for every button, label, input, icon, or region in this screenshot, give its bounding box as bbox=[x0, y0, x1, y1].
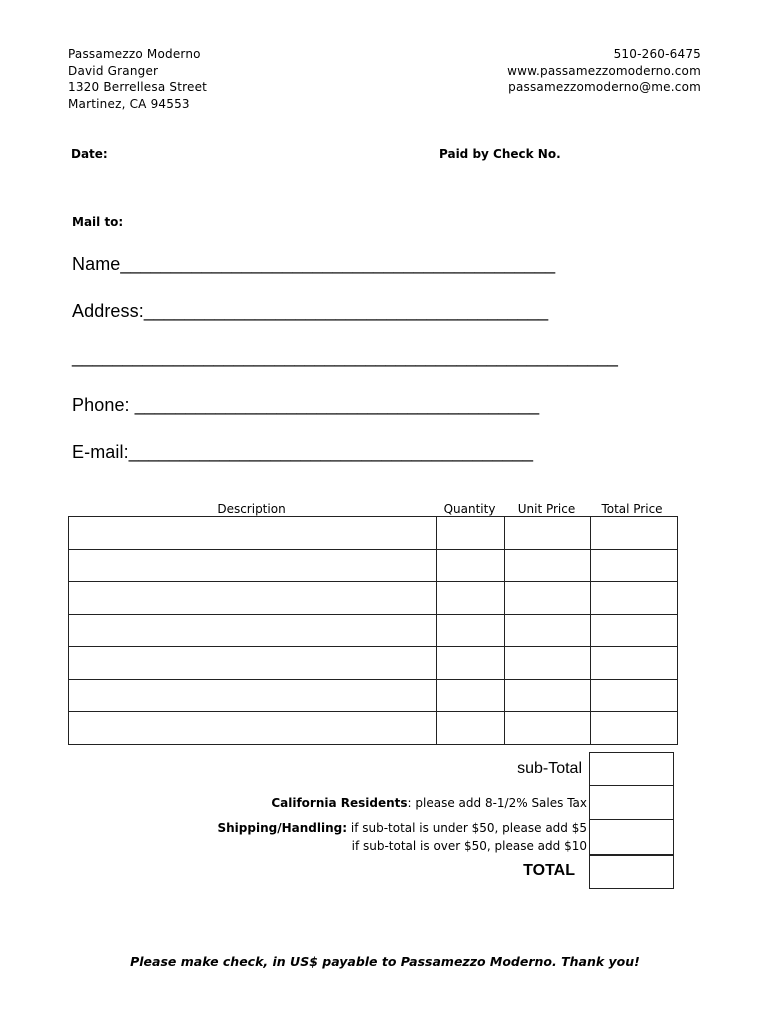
total-price-cell[interactable] bbox=[591, 517, 678, 550]
address-field-line2[interactable]: ______________________________________________________ bbox=[72, 347, 618, 367]
seller-contact: David Granger bbox=[68, 63, 159, 78]
quantity-cell[interactable] bbox=[437, 582, 505, 615]
subtotal-box[interactable] bbox=[589, 752, 674, 786]
table-row bbox=[69, 712, 678, 745]
quantity-cell[interactable] bbox=[437, 517, 505, 550]
unit-price-cell[interactable] bbox=[505, 549, 591, 582]
phone-field[interactable]: Phone: ________________________________________ bbox=[72, 395, 540, 415]
shipping-note-text1: if sub-total is under $50, please add $5 bbox=[347, 821, 587, 835]
table-row bbox=[69, 679, 678, 712]
total-price-cell[interactable] bbox=[591, 647, 678, 680]
unit-price-cell[interactable] bbox=[505, 679, 591, 712]
table-row bbox=[69, 549, 678, 582]
shipping-note-line2: if sub-total is over $50, please add $10 bbox=[351, 839, 587, 853]
total-price-cell[interactable] bbox=[591, 712, 678, 745]
seller-address-block bbox=[68, 46, 207, 112]
table-row bbox=[69, 517, 678, 550]
description-cell[interactable] bbox=[69, 647, 437, 680]
total-box[interactable] bbox=[589, 855, 674, 889]
description-cell[interactable] bbox=[69, 549, 437, 582]
column-header-quantity: Quantity bbox=[443, 502, 496, 516]
column-header-unit-price: Unit Price bbox=[517, 502, 576, 516]
unit-price-cell[interactable] bbox=[505, 712, 591, 745]
shipping-box[interactable] bbox=[589, 819, 674, 855]
seller-street: 1320 Berrellesa Street bbox=[68, 80, 208, 94]
quantity-cell[interactable] bbox=[437, 614, 505, 647]
shipping-note-line1 bbox=[218, 821, 588, 835]
unit-price-cell[interactable] bbox=[505, 517, 591, 550]
seller-name: Passamezzo Moderno bbox=[68, 47, 201, 61]
column-header-description: Description bbox=[217, 502, 286, 516]
sales-tax-note-text: : please add 8-1/2% Sales Tax bbox=[407, 796, 587, 810]
seller-email: passamezzomoderno@me.com bbox=[508, 80, 701, 94]
unit-price-cell[interactable] bbox=[505, 614, 591, 647]
description-cell[interactable] bbox=[69, 582, 437, 615]
quantity-cell[interactable] bbox=[437, 647, 505, 680]
total-price-cell[interactable] bbox=[591, 582, 678, 615]
quantity-cell[interactable] bbox=[437, 712, 505, 745]
total-price-cell[interactable] bbox=[591, 679, 678, 712]
quantity-cell[interactable] bbox=[437, 549, 505, 582]
date-label: Date: bbox=[71, 147, 108, 161]
shipping-note-bold: Shipping/Handling: bbox=[217, 821, 348, 835]
sales-tax-note bbox=[271, 796, 587, 810]
address-field[interactable]: Address:________________________________________ bbox=[72, 301, 549, 321]
name-field[interactable]: Name___________________________________________ bbox=[72, 254, 556, 274]
total-price-cell[interactable] bbox=[591, 614, 678, 647]
seller-contact-block bbox=[507, 46, 701, 96]
quantity-cell[interactable] bbox=[437, 679, 505, 712]
mail-to-label: Mail to: bbox=[72, 215, 124, 229]
unit-price-cell[interactable] bbox=[505, 647, 591, 680]
description-cell[interactable] bbox=[69, 679, 437, 712]
description-cell[interactable] bbox=[69, 517, 437, 550]
table-row bbox=[69, 647, 678, 680]
seller-city: Martinez, CA 94553 bbox=[68, 96, 190, 111]
subtotal-label: sub-Total bbox=[517, 760, 582, 777]
total-label: TOTAL bbox=[523, 862, 575, 879]
total-price-cell[interactable] bbox=[591, 549, 678, 582]
check-number-label: Paid by Check No. bbox=[439, 147, 561, 161]
unit-price-cell[interactable] bbox=[505, 582, 591, 615]
sales-tax-note-bold: California Residents bbox=[271, 796, 408, 810]
sales-tax-box[interactable] bbox=[589, 785, 674, 820]
table-row bbox=[69, 614, 678, 647]
email-field[interactable]: E-mail:________________________________________ bbox=[72, 442, 534, 462]
column-header-total-price: Total Price bbox=[601, 502, 663, 516]
seller-website: www.passamezzomoderno.com bbox=[507, 63, 701, 78]
seller-phone: 510-260-6475 bbox=[613, 47, 701, 61]
table-row bbox=[69, 582, 678, 615]
description-cell[interactable] bbox=[69, 614, 437, 647]
description-cell[interactable] bbox=[69, 712, 437, 745]
payment-instructions: Please make check, in US$ payable to Passamezzo Moderno. Thank you! bbox=[130, 954, 640, 969]
line-items-table bbox=[68, 516, 678, 745]
